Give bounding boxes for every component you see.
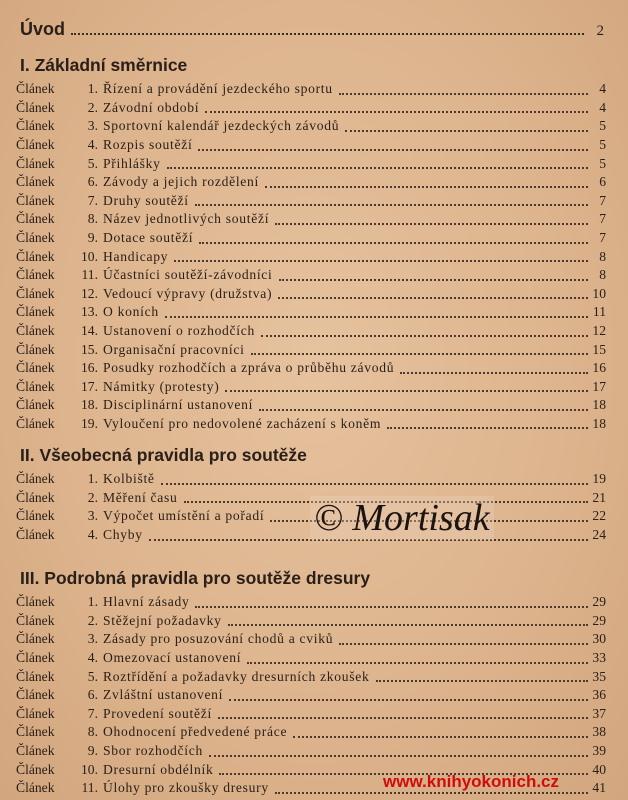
dot-leader — [265, 177, 588, 188]
article-number: 2. — [87, 612, 98, 628]
page-number: 5 — [599, 155, 606, 171]
toc-entry — [16, 99, 606, 118]
article-number: 18. — [81, 397, 98, 413]
page-number: 11 — [592, 304, 606, 320]
article-title: Omezovací ustanovení — [103, 650, 242, 666]
dot-leader — [71, 33, 584, 35]
toc-entry — [16, 229, 606, 248]
site-url[interactable]: www.knihyokonich.cz — [383, 772, 560, 791]
toc-entry — [16, 705, 606, 724]
article-label: Článek — [16, 174, 55, 190]
article-number: 14. — [81, 323, 98, 339]
article-label: Článek — [16, 761, 55, 777]
dot-leader — [278, 288, 588, 299]
article-number: 13. — [81, 304, 98, 320]
page-number: 7 — [599, 192, 606, 208]
article-label: Článek — [16, 99, 55, 115]
article-number: 19. — [81, 415, 98, 431]
page-number: 12 — [592, 323, 606, 339]
page-number: 7 — [599, 211, 606, 227]
toc-entry — [16, 649, 606, 668]
article-title: Dotace soutěží — [103, 230, 194, 246]
page-number: 24 — [592, 527, 606, 543]
dot-leader — [293, 727, 588, 738]
page-number: 33 — [592, 650, 606, 666]
toc-entry — [16, 154, 606, 173]
toc-entry — [16, 173, 606, 192]
toc-entry — [16, 415, 606, 434]
section-1 — [16, 50, 606, 433]
toc-entry — [16, 322, 606, 341]
article-label: Článek — [16, 285, 55, 301]
article-number: 11. — [81, 267, 98, 283]
dot-leader — [345, 121, 588, 132]
article-title: Sbor rozhodčích — [103, 743, 203, 759]
article-title: Disciplinární ustanovení — [103, 397, 254, 413]
dot-leader — [251, 344, 588, 355]
dot-leader — [165, 307, 588, 318]
article-title: Ustanovení o rozhodčích — [103, 323, 255, 339]
toc-entry — [16, 686, 606, 705]
article-label: Článek — [16, 724, 55, 740]
dot-leader — [161, 474, 588, 485]
article-label: Článek — [16, 155, 55, 171]
article-label: Článek — [16, 397, 55, 413]
article-title: Výpočet umístění a pořadí — [103, 508, 265, 524]
article-number: 11. — [81, 780, 98, 796]
article-title: Námitky (protesty) — [103, 378, 220, 394]
article-number: 8. — [87, 211, 98, 227]
dot-leader — [167, 158, 588, 169]
page-number: 30 — [592, 631, 606, 647]
page-number: 41 — [592, 780, 606, 796]
article-title: O koních — [103, 304, 159, 320]
page-number: 21 — [592, 489, 606, 505]
article-title: Úlohy pro zkoušky dresury — [103, 780, 269, 796]
page-number: 29 — [592, 594, 606, 610]
article-number: 4. — [87, 650, 98, 666]
article-number: 3. — [87, 631, 98, 647]
article-label: Článek — [16, 267, 55, 283]
page-number: 5 — [599, 118, 606, 134]
dot-leader — [198, 140, 588, 151]
article-title: Řízení a provádění jezdeckého sportu — [103, 81, 333, 97]
page-number: 36 — [592, 687, 606, 703]
section-3 — [16, 563, 606, 798]
article-number: 5. — [87, 155, 98, 171]
article-label: Článek — [16, 137, 55, 153]
page-number: 38 — [592, 724, 606, 740]
article-label: Článek — [16, 594, 55, 610]
page-number: 5 — [599, 137, 606, 153]
toc-entry — [16, 247, 606, 266]
dot-leader — [247, 653, 588, 664]
toc-entry — [16, 340, 606, 359]
dot-leader — [279, 270, 588, 281]
article-number: 12. — [81, 285, 98, 301]
toc-entry — [16, 667, 606, 686]
intro-entry — [20, 14, 604, 40]
dot-leader — [174, 251, 588, 262]
article-label: Článek — [16, 341, 55, 357]
dot-leader — [195, 195, 588, 206]
article-title: Účastníci soutěží-závodníci — [103, 267, 273, 283]
article-label: Článek — [16, 650, 55, 666]
article-title: Sportovní kalendář jezdeckých závodů — [103, 118, 340, 134]
article-number: 8. — [87, 724, 98, 740]
page-number: 6 — [599, 174, 606, 190]
page-number: 10 — [592, 285, 606, 301]
article-label: Článek — [16, 192, 55, 208]
article-title: Kolbiště — [103, 471, 155, 487]
article-label: Článek — [16, 81, 55, 97]
toc-entry — [16, 378, 606, 397]
dot-leader — [275, 214, 588, 225]
toc-entry — [16, 630, 606, 649]
article-label: Článek — [16, 527, 55, 543]
intro-page: 2 — [596, 23, 604, 39]
article-label: Článek — [16, 378, 55, 394]
article-number: 5. — [87, 668, 98, 684]
article-label: Článek — [16, 230, 55, 246]
article-title: Vyloučení pro nedovolené zacházení s koněm — [103, 415, 382, 431]
article-number: 1. — [87, 81, 98, 97]
toc-entry — [16, 303, 606, 322]
article-title: Druhy soutěží — [103, 192, 189, 208]
page-number: 8 — [599, 248, 606, 264]
article-number: 10. — [81, 248, 98, 264]
toc-entry — [16, 136, 606, 155]
article-label: Článek — [16, 211, 55, 227]
article-number: 15. — [81, 341, 98, 357]
toc-entry — [16, 593, 606, 612]
article-number: 2. — [87, 99, 98, 115]
article-label: Článek — [16, 118, 55, 134]
page-number: 16 — [592, 360, 606, 376]
article-title: Název jednotlivých soutěží — [103, 211, 270, 227]
dot-leader — [228, 615, 588, 626]
toc-entry — [16, 359, 606, 378]
article-title: Zásady pro posuzování chodů a cviků — [103, 631, 334, 647]
page-number: 40 — [592, 761, 606, 777]
toc-entry — [16, 266, 606, 285]
article-number: 7. — [87, 705, 98, 721]
article-number: 9. — [87, 743, 98, 759]
toc-entry — [16, 80, 606, 99]
article-label: Článek — [16, 489, 55, 505]
page-number: 4 — [599, 81, 606, 97]
article-label: Článek — [16, 743, 55, 759]
page-number: 37 — [592, 705, 606, 721]
article-title: Provedení soutěží — [103, 705, 212, 721]
article-number: 3. — [87, 508, 98, 524]
page-number: 19 — [592, 471, 606, 487]
article-title: Rozpis soutěží — [103, 137, 193, 153]
article-label: Článek — [16, 508, 55, 524]
article-number: 4. — [87, 137, 98, 153]
dot-leader — [195, 597, 588, 608]
page-number: 7 — [599, 230, 606, 246]
dot-leader — [339, 84, 588, 95]
article-title: Ohodnocení předvedené práce — [103, 724, 288, 740]
page-number: 4 — [599, 99, 606, 115]
article-title: Handicapy — [103, 248, 169, 264]
toc-entry — [16, 470, 606, 489]
article-title: Hlavní zásady — [103, 594, 190, 610]
article-title: Přihlášky — [103, 155, 161, 171]
article-title: Dresurní obdélník — [103, 761, 214, 777]
dot-leader — [199, 233, 588, 244]
toc-entry — [16, 723, 606, 742]
toc-entry — [16, 210, 606, 229]
article-number: 3. — [87, 118, 98, 134]
article-label: Článek — [16, 248, 55, 264]
page-number: 39 — [592, 743, 606, 759]
toc-entry — [16, 285, 606, 304]
section-heading: I. Základní směrnice — [20, 55, 188, 75]
article-title: Závody a jejich rozdělení — [103, 174, 260, 190]
article-label: Článek — [16, 668, 55, 684]
toc-entry — [16, 117, 606, 136]
article-number: 2. — [87, 489, 98, 505]
article-number: 1. — [87, 471, 98, 487]
article-number: 10. — [81, 761, 98, 777]
article-label: Článek — [16, 323, 55, 339]
article-title: Organisační pracovníci — [103, 341, 245, 357]
article-number: 9. — [87, 230, 98, 246]
watermark: © Mortisak — [310, 496, 494, 540]
article-label: Článek — [16, 687, 55, 703]
article-title: Stěžejní požadavky — [103, 612, 222, 628]
dot-leader — [225, 381, 588, 392]
article-number: 7. — [87, 192, 98, 208]
page-number: 17 — [592, 378, 606, 394]
article-label: Článek — [16, 612, 55, 628]
dot-leader — [209, 746, 588, 757]
article-label: Článek — [16, 304, 55, 320]
dot-leader — [259, 400, 588, 411]
article-number: 4. — [87, 527, 98, 543]
dot-leader — [400, 363, 588, 374]
section-heading: III. Podrobná pravidla pro soutěže dresury — [20, 568, 371, 588]
page-number: 35 — [592, 668, 606, 684]
article-number: 6. — [87, 174, 98, 190]
article-label: Článek — [16, 415, 55, 431]
article-title: Zvláštní ustanovení — [103, 687, 224, 703]
dot-leader — [205, 102, 588, 113]
dot-leader — [387, 418, 588, 429]
page-number: 29 — [592, 612, 606, 628]
dot-leader — [376, 671, 588, 682]
article-title: Roztřídění a požadavky dresurních zkoušek — [103, 668, 370, 684]
dot-leader — [229, 690, 588, 701]
article-label: Článek — [16, 631, 55, 647]
article-number: 16. — [81, 360, 98, 376]
article-number: 1. — [87, 594, 98, 610]
article-label: Článek — [16, 471, 55, 487]
toc-entry — [16, 742, 606, 761]
dot-leader — [218, 708, 588, 719]
toc-entry — [16, 612, 606, 631]
article-label: Článek — [16, 780, 55, 796]
page-number: 18 — [592, 415, 606, 431]
article-title: Posudky rozhodčích a zpráva o průběhu závodů — [103, 360, 395, 376]
dot-leader — [339, 634, 588, 645]
article-title: Měření času — [103, 489, 178, 505]
page-number: 8 — [599, 267, 606, 283]
article-label: Článek — [16, 705, 55, 721]
page-number: 18 — [592, 397, 606, 413]
dot-leader — [261, 326, 588, 337]
article-number: 17. — [81, 378, 98, 394]
article-number: 6. — [87, 687, 98, 703]
section-heading: II. Všeobecná pravidla pro soutěže — [20, 445, 307, 465]
article-title: Závodní období — [103, 99, 200, 115]
page-number: 22 — [592, 508, 606, 524]
intro-title: Úvod — [20, 19, 65, 39]
page-number: 15 — [592, 341, 606, 357]
toc-entry — [16, 396, 606, 415]
article-title: Vedoucí výpravy (družstva) — [103, 285, 273, 301]
toc-entry — [16, 192, 606, 211]
article-label: Článek — [16, 360, 55, 376]
article-title: Chyby — [103, 527, 143, 543]
